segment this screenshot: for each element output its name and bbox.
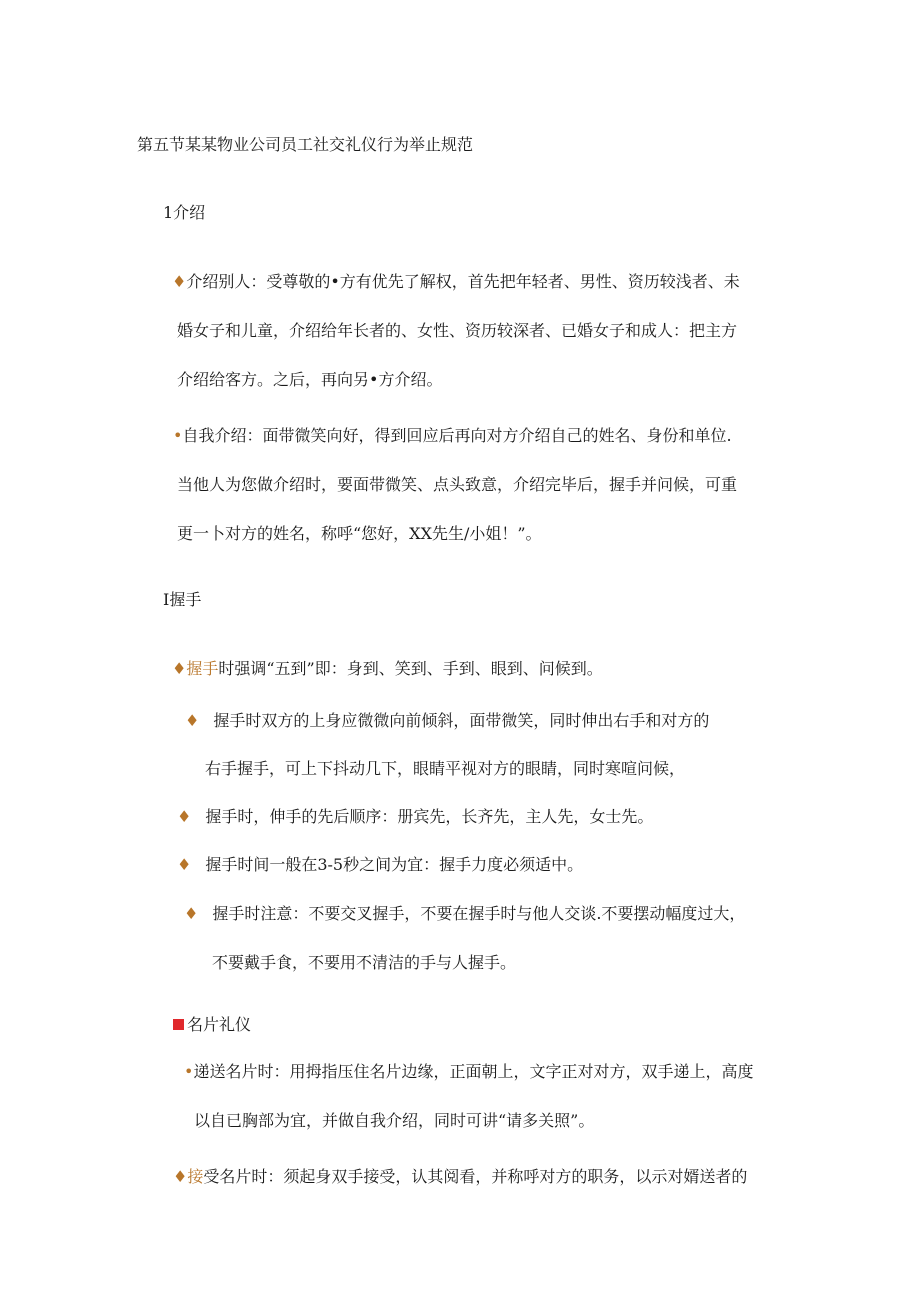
dot-bullet-icon: • (173, 426, 183, 445)
card-receiving-line-1: ♦接受名片时：须起身双手接受，认其阅看，并称呼对方的职务，以示对婿送者的 (173, 1167, 748, 1186)
handshake-five-points: ♦握手时强调“五到”即：身到、笑到、手到、眼到、问候到。 (172, 659, 603, 678)
handshake-cautions-line-2: 不要戴手食，不要用不清洁的手与人握手。 (212, 953, 517, 972)
diamond-bullet-icon: ♦ (184, 904, 199, 923)
section-heading-business-card: 名片礼仪 (173, 1014, 251, 1036)
diamond-bullet-icon: ♦ (185, 711, 200, 730)
red-square-bullet-icon (173, 1019, 184, 1030)
diamond-bullet-icon: ♦ (173, 1167, 188, 1186)
paragraph-self-introduction-line-2: 当他人为您做介绍时，要面带微笑、点头致意，介绍完毕后，握手并问候，可重 (177, 475, 738, 494)
handshake-order: ♦ 握手时，伸手的先后顺序：册宾先，长齐先，主人先，女士先。 (177, 807, 654, 826)
handshake-cautions-line-1: ♦ 握手时注意：不要交叉握手，不要在握手时与他人交谈.不要摆动幅度过大， (184, 904, 746, 923)
paragraph-self-introduction-line-1: •自我介绍：面带微笑向好，得到回应后再向对方介绍自己的姓名、身份和单位. (173, 426, 732, 445)
handshake-posture-line-2: 右手握手，可上下抖动几下，眼睛平视对方的眼睛，同时寒喧问候， (205, 759, 686, 778)
diamond-bullet-icon: ♦ (177, 807, 192, 826)
paragraph-introduce-others-line-1: ♦介绍别人：受尊敬的•方有优先了解权，首先把年轻者、男性、资历较浅者、未 (172, 272, 740, 291)
card-giving-line-2: 以自已胸部为宜，并做自我介绍，同时可讲“请多关照”。 (194, 1111, 595, 1130)
handshake-duration: ♦ 握手时间一般在3-5秒之间为宜：握手力度必须适中。 (177, 855, 584, 874)
paragraph-introduce-others-line-2: 婚女子和儿童，介绍给年长者的、女性、资历较深者、已婚女子和成人：把主方 (177, 321, 738, 340)
section-heading-introduction: 1介绍 (163, 203, 206, 222)
dot-bullet-icon: • (184, 1062, 194, 1081)
handshake-posture-line-1: ♦ 握手时双方的上身应微微向前倾斜，面带微笑，同时伸出右手和对方的 (185, 711, 710, 730)
page-title: 第五节某某物业公司员工社交礼仪行为举止规范 (137, 135, 474, 154)
section-heading-handshake: I握手 (163, 590, 202, 609)
paragraph-self-introduction-line-3: 更一卜对方的姓名，称呼“您好，XX先生/小姐！”。 (177, 524, 542, 543)
diamond-bullet-icon: ♦ (172, 272, 187, 291)
diamond-bullet-icon: ♦ (177, 855, 192, 874)
paragraph-introduce-others-line-3: 介绍给客方。之后，再向另•方介绍。 (177, 370, 443, 389)
card-giving-line-1: •递送名片时：用拇指压住名片边缘，正面朝上，文字正对对方，双手递上，高度 (184, 1062, 754, 1081)
diamond-bullet-icon: ♦ (172, 659, 187, 678)
